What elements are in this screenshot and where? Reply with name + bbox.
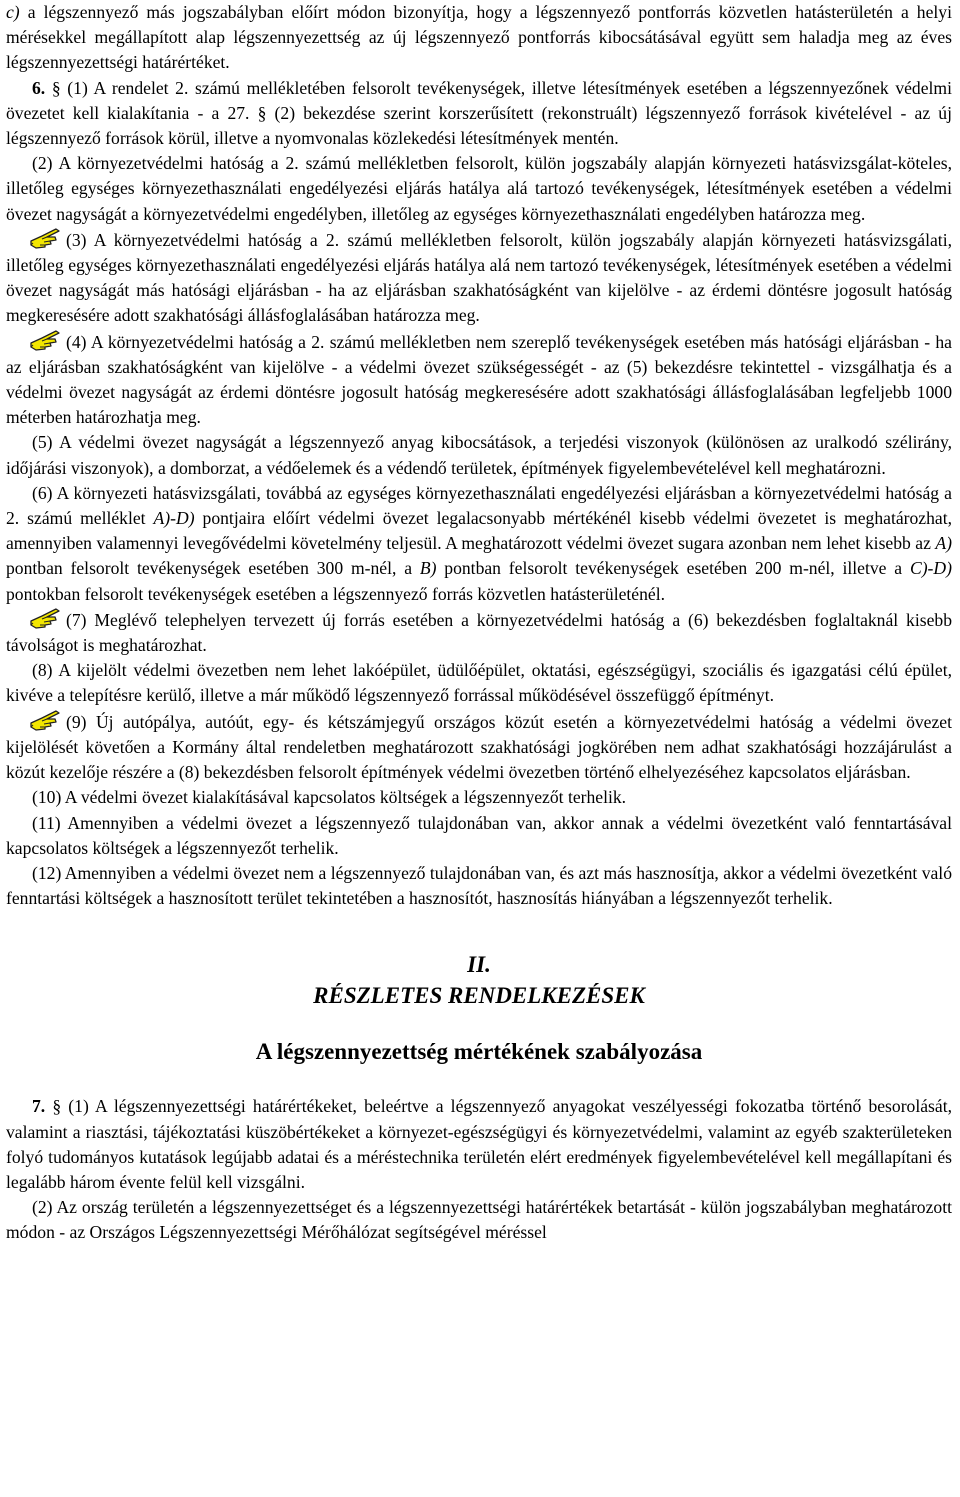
paragraph-6-6	[6, 481, 952, 607]
pointing-hand-icon	[30, 329, 62, 351]
paragraph-6-3	[6, 227, 952, 329]
paragraph-7-1	[6, 1094, 952, 1195]
section-7-number: 7.	[32, 1096, 46, 1117]
ref-a-d: A)-D)	[153, 508, 195, 529]
paragraph-6-6-text-e: pontokban felsorolt tevékenységek esetében a légszennyező forrás közvetlen hatásterületénél.	[6, 583, 666, 604]
paragraph-6-7	[6, 607, 952, 658]
ref-c-d: C)-D)	[909, 558, 952, 579]
chapter-number: II.	[467, 952, 491, 978]
item-label-c: c)	[6, 2, 20, 22]
chapter-title: RÉSZLETES RENDELKEZÉSEK	[313, 983, 645, 1009]
paragraph-6-6-text-b: pontjaira előírt védelmi övezet legalacsonyabb mértékénél kisebb védelmi övezetet is meghatározhat, amennyiben valamennyi levegővédelmi követelmény teljesül. A meghatározott védelmi övezet sugara azonban nem lehet kisebb az	[6, 508, 952, 554]
pointing-hand-icon	[30, 607, 62, 629]
paragraph-6-10: (10) A védelmi övezet kialakításával kapcsolatos költségek a légszennyezőt terhelik.	[32, 787, 627, 808]
paragraph-6-9	[6, 709, 952, 786]
ref-a: A)	[935, 533, 952, 554]
paragraph-6-11: (11) Amennyiben a védelmi övezet a légszennyező tulajdonában van, akkor annak a védelmi övezetként való fenntartásával kapcsolatos költségek a légszennyezőt terhelik.	[6, 812, 952, 858]
paragraph-6-1-text: § (1) A rendelet 2. számú mellékletében felsorolt tevékenységek, illetve létesítmények esetében a légszennyezőnek védelmi övezetet kell kialakítania - a 27. § (2) bekezdése szerint korszerűsített (rekonstruált) légszennyező források kivételével - az új légszennyező források körül, illetve a nyomvonalas közlekedési létesítmények mentén.	[6, 77, 952, 149]
paragraph-6-8: (8) A kijelölt védelmi övezetben nem lehet lakóépület, üdülőépület, oktatási, egészségügyi, szociális és igazgatási célú épület, kivéve a telepítésre kerülő, illetve a már működő légszennyező forrással működésével összefüggő építményt.	[6, 660, 952, 706]
paragraph-6-9-text: (9) Új autópálya, autóút, egy- és kétszámjegyű országos közút esetén a környezetvédelmi hatóság a védelmi övezet kijelölését követően a Kormány által rendeletben meghatározott szakhatósági jogkörében nem adhat szakhatósági hozzájárulást a közút kezelője részére a (8) bekezdésben felsorolt építmények védelmi övezetben történő elhelyezéséhez kapcsolatos eljárásban.	[6, 711, 952, 783]
paragraph-7-1-text: § (1) A légszennyezettségi határértékeket, beleértve a légszennyező anyagokat veszélyességi fokozatba történő besorolását, valamint a riasztási, tájékoztatási küszöbértékeket a környezet-egészségügyi és környezetvédelmi, valamint az egyéb szakterületeken folyó tudományos kutatások legújabb adatai és a méréstechnika területén elért eredmények figyelembevételével kell megállapítani és legalább három évente felül kell vizsgálni.	[6, 1096, 952, 1192]
document-page	[6, 0, 952, 1246]
paragraph-6-6-text-c: pontban felsorolt tevékenységek esetében 300 m-nél, a	[6, 558, 420, 579]
pointing-hand-icon	[30, 227, 62, 249]
paragraph-6-1	[6, 76, 952, 152]
paragraph-6-6-text-a: (6) A környezeti hatásvizsgálati, továbbá az egységes környezethasználati engedélyezési eljárásban a környezetvédelmi hatóság a 2. számú melléklet	[6, 482, 952, 529]
paragraph-c-text: a légszennyező más jogszabályban előírt módon bizonyítja, hogy a légszennyező pontforrás közvetlen hatásterületén a helyi mérésekkel megállapított alap légszennyezettség az új légszennyező pontforrás kibocsátásával együtt sem haladja meg az éves légszennyezettségi határértéket.	[6, 2, 952, 73]
paragraph-6-5: (5) A védelmi övezet nagyságát a légszennyező anyag kibocsátások, a terjedési viszonyok (különösen az uralkodó szélirány, időjárási viszonyok), a domborzat, a védőelemek és a védendő területek, építmények figyelembevételével kell meghatározni.	[6, 432, 952, 478]
pointing-hand-icon	[30, 709, 62, 731]
ref-b: B)	[419, 558, 437, 579]
paragraph-7-2: (2) Az ország területén a légszennyezettséget és a légszennyezettségi határértékek betartását - külön jogszabályban meghatározott módon - az Országos Légszennyezettségi Mérőhálózat segítségével méréssel	[6, 1197, 952, 1243]
paragraph-6-3-text: (3) A környezetvédelmi hatóság a 2. számú mellékletben felsorolt, külön jogszabály alapján környezeti hatásvizsgálati, illetőleg egységes környezethasználati engedélyezési eljárás hatálya alá nem tartozó tevékenységek, létesítmények esetében a védelmi övezet nagyságát más hatósági eljárásban - ha az eljárásban szakhatóságként van kijelölve - az érdemi döntésre jogosult hatóság megkeresésére adott szakhatósági állásfoglalásában határozza meg.	[6, 229, 952, 326]
paragraph-6-2: (2) A környezetvédelmi hatóság a 2. számú mellékletben felsorolt, külön jogszabály alapján környezeti hatásvizsgálat-köteles, illetőleg egységes környezethasználati engedélyezési eljárás hatálya alá tartozó tevékenységek, létesítmények esetében a védelmi övezet nagyságát a környezetvédelmi engedélyben, illetőleg az egységes környezethasználati engedélyben határozza meg.	[6, 153, 952, 224]
section-title: A légszennyezettség mértékének szabályozása	[255, 1039, 703, 1065]
paragraph-c	[6, 0, 952, 76]
paragraph-6-4-text: (4) A környezetvédelmi hatóság a 2. számú mellékletben nem szereplő tevékenységek esetében más hatósági eljárásban - ha az eljárásban szakhatóságként van kijelölve - a védelmi övezet szükségességét - az (5) bekezdésre tekintettel - vizsgálhatja és a védelmi övezet nagyságát az érdemi döntésre jogosult hatóság megkeresésére adott szakhatósági állásfoglalásában legfeljebb 1000 méterben határozhatja meg.	[6, 331, 952, 428]
paragraph-6-7-text: (7) Meglévő telephelyen tervezett új forrás esetében a környezetvédelmi hatóság a (6) bekezdésben foglaltaknál kisebb távolságot is meghatározhat.	[6, 609, 952, 656]
paragraph-6-12: (12) Amennyiben a védelmi övezet nem a légszennyező tulajdonában van, és azt más hasznosítja, akkor a védelmi övezetként való fenntartási költségek a hasznosított terület tekintetében a hasznosítót, hasznosítás hiányában a légszennyezőt terhelik.	[6, 862, 952, 909]
section-6-number: 6.	[32, 77, 46, 98]
paragraph-6-6-text-d: pontban felsorolt tevékenységek esetében 200 m-nél, illetve a	[436, 558, 910, 579]
paragraph-6-4	[6, 329, 952, 431]
